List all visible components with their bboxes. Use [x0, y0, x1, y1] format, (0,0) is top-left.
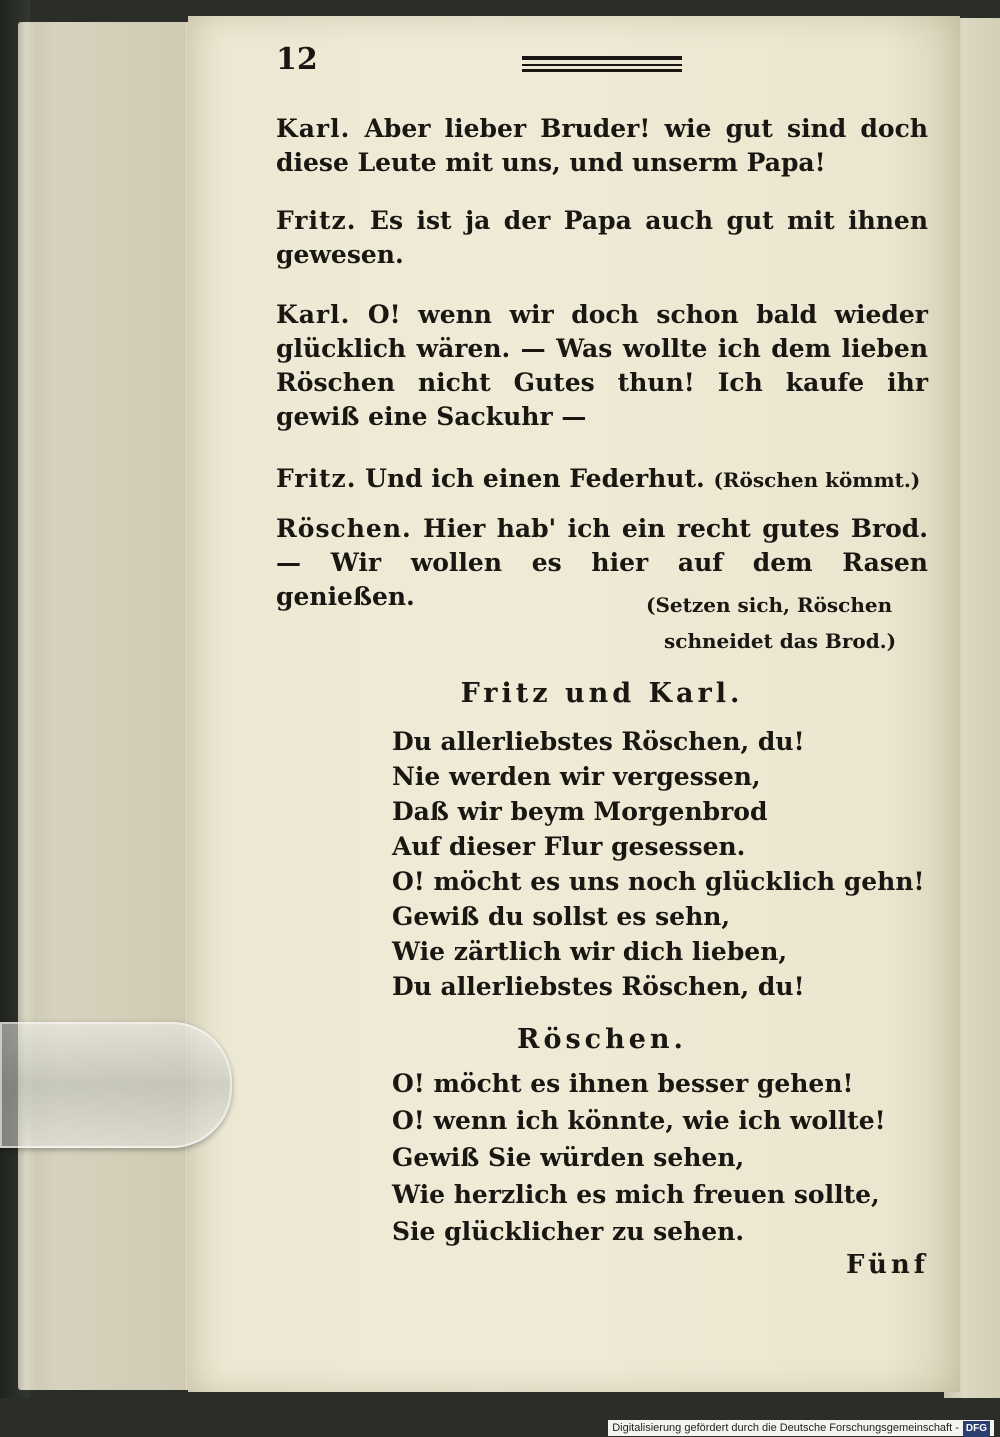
header-rule [522, 56, 682, 60]
verse-line: Auf dieser Flur gesessen. [392, 832, 746, 861]
header-rule-thin [522, 64, 682, 66]
song-title-fritz-karl: Fritz und Karl. [460, 678, 744, 709]
speaker-name: Karl. [276, 300, 351, 329]
paragraph-karl-1 [276, 112, 928, 180]
credit-text: Digitalisierung gefördert durch die Deutsche Forschungsgemeinschaft - [612, 1422, 959, 1434]
dialogue-text: Es ist ja der Papa auch gut mit ihnen gewesen. [276, 206, 928, 269]
speaker-name: Röschen. [276, 514, 412, 543]
page-number: 12 [276, 42, 318, 77]
stage-direction-line-2: schneidet das Brod.) [664, 629, 897, 653]
dialogue-text: O! wenn wir doch schon bald wieder glücklich wären. — Was wollte ich dem lieben Röschen nicht Gutes thun! Ich kaufe ihr gewiß eine Sackuhr — [276, 300, 928, 431]
stage-direction-inline: (Röschen kömmt.) [713, 468, 921, 492]
speaker-name: Fritz. [276, 206, 357, 235]
paragraph-fritz-2 [276, 462, 928, 497]
verse-line: Du allerliebstes Röschen, du! [392, 727, 805, 756]
verse-line: O! möcht es ihnen besser gehen! [392, 1069, 854, 1098]
paragraph-fritz-1 [276, 204, 928, 272]
stage-direction-line-1: (Setzen sich, Röschen [646, 593, 893, 617]
song-title-roeschen: Röschen. [517, 1024, 687, 1055]
verse-line: Wie zärtlich wir dich lieben, [392, 937, 788, 966]
verse-line: Daß wir beym Morgenbrod [392, 797, 768, 826]
dialogue-text: Aber lieber Bruder! wie gut sind doch diese Leute mit uns, und unserm Papa! [276, 114, 928, 177]
verse-line: O! wenn ich könnte, wie ich wollte! [392, 1106, 886, 1135]
verse-line: O! möcht es uns noch glücklich gehn! [392, 867, 925, 896]
digitization-credit [608, 1420, 994, 1436]
paragraph-karl-2 [276, 298, 928, 434]
verse-line: Nie werden wir vergessen, [392, 762, 761, 791]
verse-line: Gewiß Sie würden sehen, [392, 1143, 745, 1172]
page-stack-left [18, 22, 198, 1390]
catchword: Fünf [846, 1250, 929, 1280]
verse-line: Gewiß du sollst es sehn, [392, 902, 731, 931]
speaker-name: Karl. [276, 114, 351, 143]
speaker-name: Fritz. [276, 464, 357, 493]
verse-line: Sie glücklicher zu sehen. [392, 1217, 745, 1246]
header-rule-lower [522, 69, 682, 72]
dialogue-text: Und ich einen Federhut. [365, 464, 705, 493]
dfg-logo: DFG [963, 1421, 990, 1437]
dialogue-text: Hier hab' ich ein recht gutes Brod. — Wir wollen es hier auf dem Rasen genießen. [276, 514, 928, 611]
book-holder-clip [0, 1022, 232, 1148]
verse-line: Du allerliebstes Röschen, du! [392, 972, 805, 1001]
verse-line: Wie herzlich es mich freuen sollte, [392, 1180, 880, 1209]
